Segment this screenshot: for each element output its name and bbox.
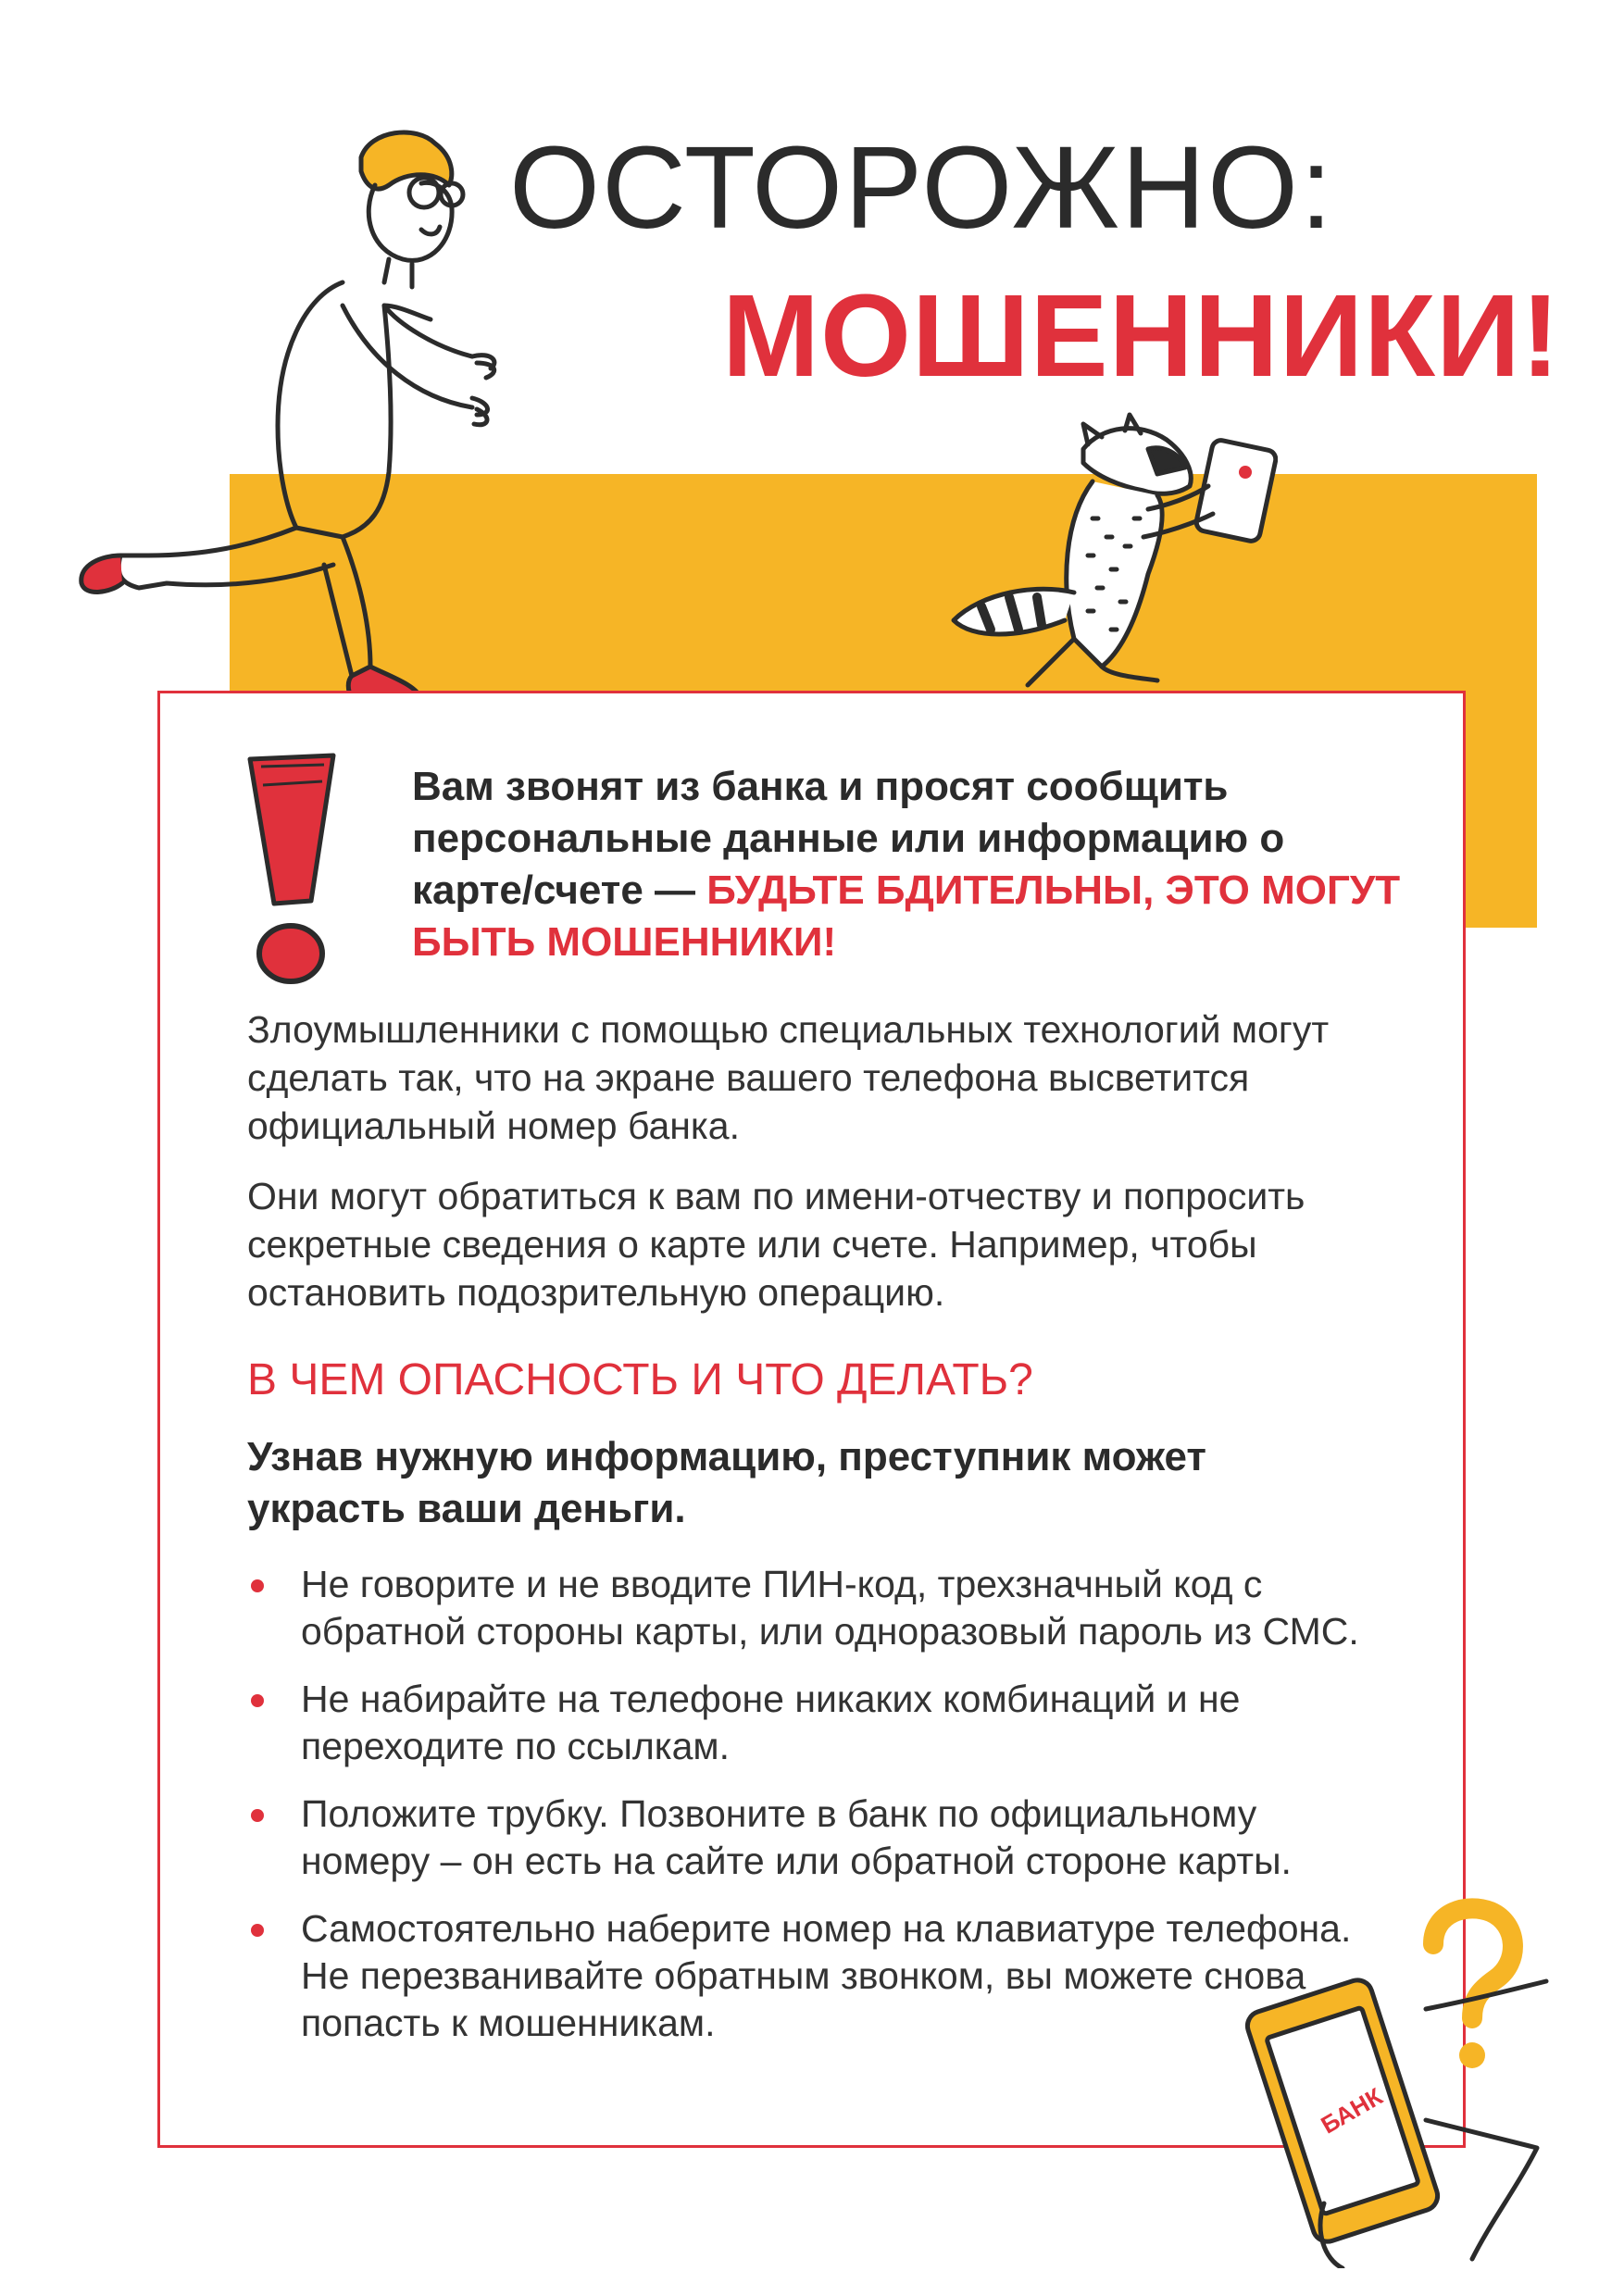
list-item [247, 1676, 1377, 1770]
raccoon-with-card-illustration [926, 407, 1278, 704]
title-line1: ОСТОРОЖНО: [509, 122, 1334, 253]
advice-text: Не набирайте на телефоне никаких комбинаций и не переходите по ссылкам. [301, 1678, 1241, 1767]
bullet-dot-icon [251, 1694, 264, 1707]
warning-lead [412, 761, 1412, 968]
warning-lead-text: Вам звонят из банка и просят сообщить персональные данные или информацию о карте/счете — [412, 764, 1285, 913]
phone-in-hand-illustration [1241, 1953, 1611, 2268]
threat-statement: Узнав нужную информацию, преступник может украсть ваши деньги. [247, 1434, 1206, 1531]
list-item [247, 1905, 1377, 2047]
title-line2: МОШЕННИКИ! [722, 270, 1561, 401]
exclamation-icon [233, 748, 354, 998]
advice-text: Положите трубку. Позвоните в банк по официальному номеру – он есть на сайте или обратной стороне карты. [301, 1792, 1292, 1882]
warning-lead-accent: БУДЬТЕ БДИТЕЛЬНЫ, ЭТО МОГУТ БЫТЬ МОШЕННИКИ! [412, 867, 1401, 965]
bullet-dot-icon [251, 1809, 264, 1822]
man-running-illustration [65, 120, 509, 713]
list-item [247, 1561, 1377, 1655]
advice-list [247, 1561, 1377, 2067]
paragraph-1: Злоумышленники с помощью специальных технологий могут сделать так, что на экране вашего телефона высветится официальный номер банка. [247, 1008, 1330, 1147]
bullet-dot-icon [251, 1924, 264, 1937]
advice-text: Не говорите и не вводите ПИН-код, трехзначный код с обратной стороны карты, или одноразовый пароль из СМС. [301, 1563, 1359, 1653]
phone-screen-label: БАНК [1316, 2081, 1388, 2140]
section-heading: В ЧЕМ ОПАСНОСТЬ И ЧТО ДЕЛАТЬ? [247, 1355, 1033, 1404]
list-item [247, 1791, 1377, 1885]
bullet-dot-icon [251, 1579, 264, 1592]
paragraph-2: Они могут обратиться к вам по имени-отчеству и попросить секретные сведения о карте или счете. Например, чтобы остановить подозрительную операцию. [247, 1175, 1305, 1314]
advice-text: Самостоятельно наберите номер на клавиатуре телефона. Не перезванивайте обратным звонком, вы можете снова попасть к мошенникам. [301, 1907, 1352, 2044]
